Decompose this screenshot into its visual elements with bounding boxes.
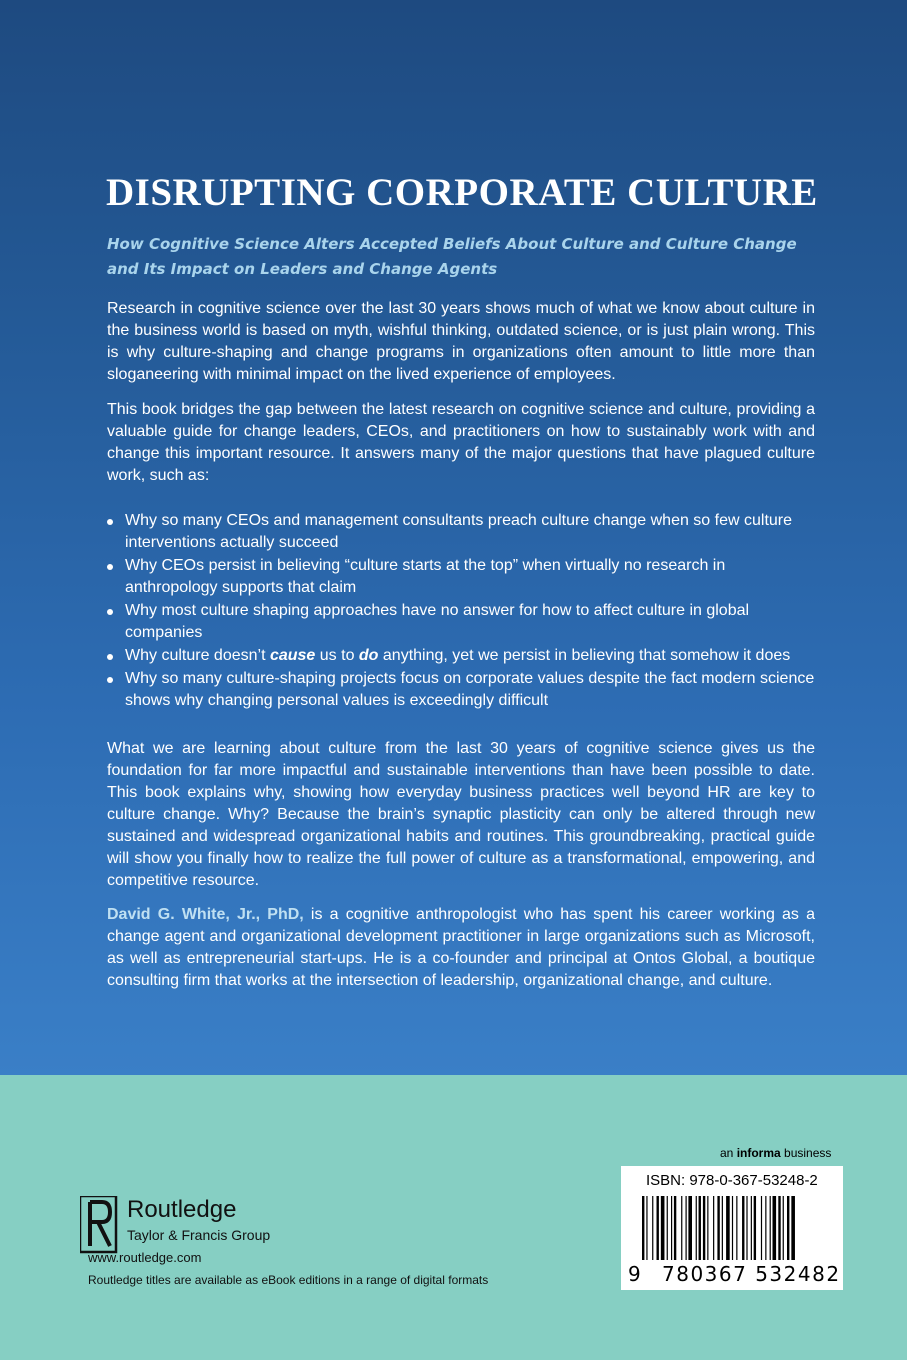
list-item-text: us to	[315, 647, 359, 664]
barcode-digits: 780367 532482	[662, 1262, 841, 1286]
routledge-logo-icon	[80, 1196, 120, 1258]
informa-post: business	[780, 1146, 832, 1160]
intro-paragraph: Research in cognitive science over the last 30 years shows much of what we know about culture in the business world is based on myth, wishful thinking, outdated science, or is just plain wrong. This is why culture-shaping and change programs in organizations often amount to little more than sloganeering with minimal impact on the lived experience of employees.	[107, 300, 815, 383]
subtitle-line-2: and Its Impact on Leaders and Change Agents	[107, 260, 498, 278]
book-subtitle	[107, 232, 807, 282]
barcode-lead-digit: 9	[628, 1262, 641, 1286]
list-item-text: anything, yet we persist in believing that somehow it does	[378, 647, 791, 664]
barcode-icon	[642, 1196, 838, 1260]
subtitle-line-1: How Cognitive Science Alters Accepted Beliefs About Culture and Culture Change	[107, 235, 797, 253]
list-item: Why so many CEOs and management consultants preach culture change when so few culture interventions actually succeed	[104, 510, 819, 554]
emphasis-cause: cause	[269, 647, 316, 664]
questions-list	[104, 510, 819, 713]
isbn-text: ISBN: 978-0-367-53248-2	[646, 1172, 818, 1189]
list-item: Why CEOs persist in believing “culture starts at the top” when virtually no research in anthropology supports that claim	[104, 555, 819, 599]
informa-tagline	[720, 1146, 831, 1160]
list-item: Why most culture shaping approaches have no answer for how to affect culture in global companies	[104, 600, 819, 644]
summary-paragraph: This book bridges the gap between the latest research on cognitive science and culture, providing a valuable guide for change leaders, CEOs, and practitioners on how to sustainably work with and change this important resource. It answers many of the major questions that have plagued culture work, such as:	[107, 401, 815, 484]
publisher-group: Taylor & Francis Group	[127, 1227, 271, 1243]
publisher-url: www.routledge.com	[88, 1250, 202, 1265]
book-title: DISRUPTING CORPORATE CULTURE	[106, 171, 818, 214]
publisher-name: Routledge	[127, 1196, 237, 1223]
author-name: David G. White, Jr., PhD,	[107, 906, 304, 923]
list-item-text: Why culture doesn’t	[125, 647, 270, 664]
informa-brand: informa	[736, 1146, 781, 1160]
author-bio	[107, 904, 815, 992]
list-item	[104, 645, 819, 667]
author-bio-text: is a cognitive anthropologist who has spent his career working as a change agent and organizational development practitioner in large organizations such as Microsoft, as well as entrepreneurial start-ups. He is a co-founder and principal at Ontos Global, a boutique consulting firm that works at the intersection of leadership, organizational change, and culture.	[107, 906, 816, 989]
ebook-note: Routledge titles are available as eBook editions in a range of digital formats	[88, 1273, 489, 1287]
informa-pre: an	[720, 1146, 737, 1160]
conclusion-paragraph: What we are learning about culture from the last 30 years of cognitive science gives us the foundation for far more impactful and sustainable interventions than have been possible to date. This book explains why, showing how everyday business practices well beyond HR are key to culture change. Why? Because the brain’s synaptic plasticity can only be altered through new sustained and widespread organizational habits and routines. This groundbreaking, practical guide will show you finally how to realize the full power of culture as a transformational, empowering, and competitive resource.	[107, 740, 815, 889]
list-item: Why so many culture-shaping projects focus on corporate values despite the fact modern science shows why changing personal values is exceedingly difficult	[104, 668, 819, 712]
emphasis-do: do	[358, 647, 379, 664]
